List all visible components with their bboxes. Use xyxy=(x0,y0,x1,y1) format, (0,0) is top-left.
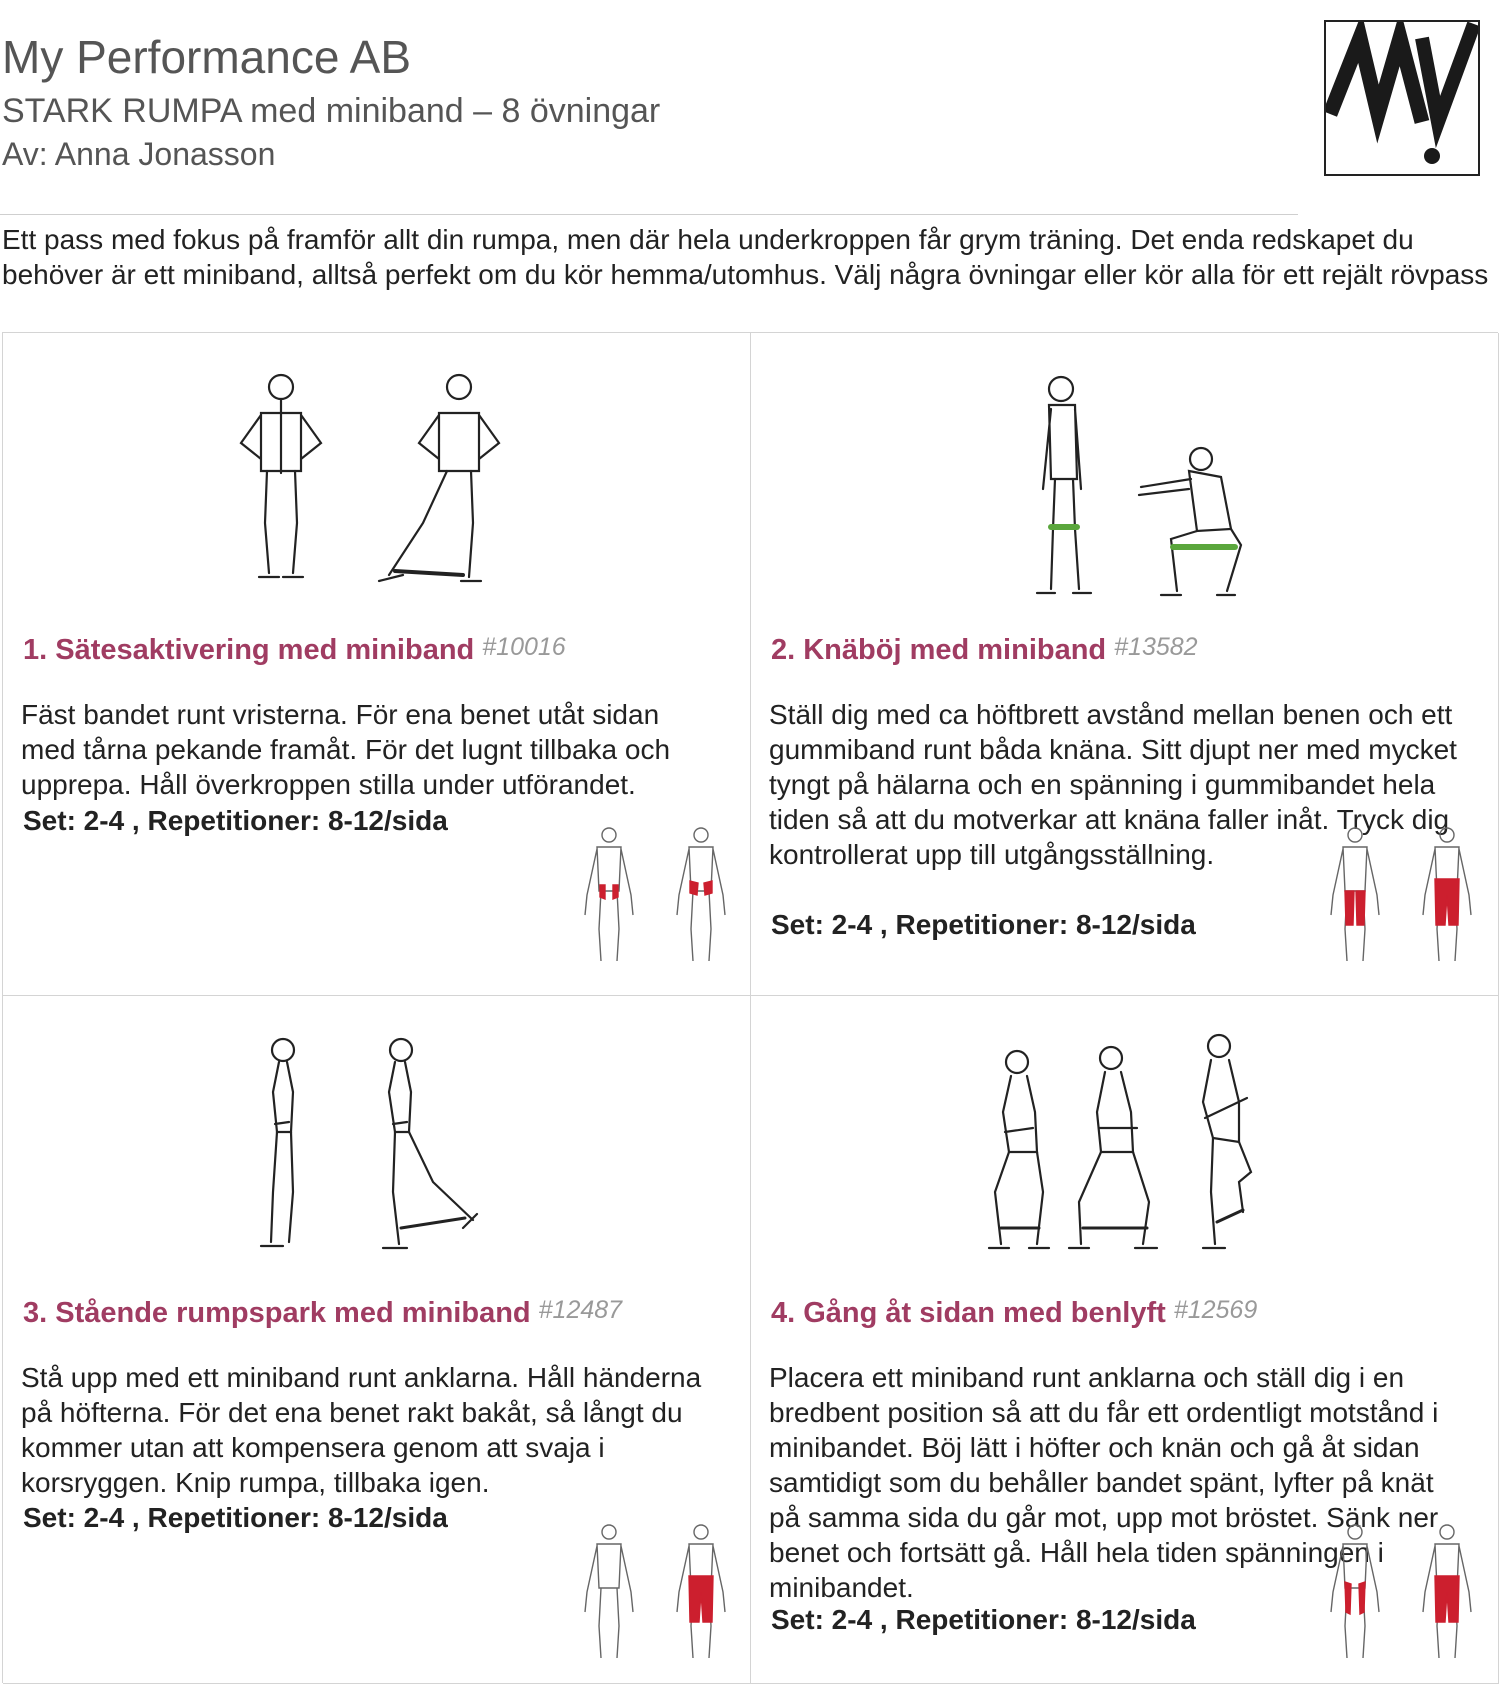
exercise-illustration xyxy=(233,363,533,603)
exercise-illustration xyxy=(243,1032,503,1262)
exercise-title-1 xyxy=(23,633,566,667)
exercise-card-3 xyxy=(3,996,751,1684)
exercise-illustration xyxy=(981,1032,1281,1262)
author: Av: Anna Jonasson xyxy=(2,136,276,172)
exercise-sets: Set: 2-4 , Repetitioner: 8-12/sida xyxy=(23,805,448,836)
exercise-description: Fäst bandet runt vristerna. För ena benet utåt sidan med tårna pekande framåt. För det lugnt tillbaka och upprepa. Håll överkroppen stilla under utförandet. xyxy=(21,699,671,800)
muscle-map-icon xyxy=(573,1522,743,1666)
exercise-title-3 xyxy=(23,1296,622,1330)
exercise-illustration xyxy=(1021,369,1281,609)
workout-title: STARK RUMPA med miniband – 8 övningar xyxy=(2,92,661,130)
muscle-map-icon xyxy=(573,825,743,969)
exercise-description: Stå upp med ett miniband runt anklarna. Håll händerna på höfterna. För det ena benet rakt bakåt, så långt du kommer utan att kompensera genom att svaja i korsryggen. Knip rumpa, tillbaka igen. xyxy=(21,1362,702,1498)
exercise-id: #12569 xyxy=(1173,1296,1258,1324)
exercise-name: 1. Sätesaktivering med miniband xyxy=(23,634,475,666)
muscle-map-icon xyxy=(1319,1522,1489,1666)
exercise-title-4 xyxy=(771,1296,1257,1330)
exercise-sets: Set: 2-4 , Repetitioner: 8-12/sida xyxy=(771,1604,1196,1635)
company-name: My Performance AB xyxy=(2,31,412,83)
exercise-title-2 xyxy=(771,633,1198,667)
header-divider xyxy=(0,214,1298,215)
intro-text: Ett pass med fokus på framför allt din rumpa, men där hela underkroppen får grym träning. Det enda redskapet du behöver är ett miniband, alltså perfekt om du kör hemma/utomhus. Välj några övningar eller kör alla för ett rejält rövpass xyxy=(2,224,1489,290)
company-logo xyxy=(1324,20,1480,176)
exercise-card-4 xyxy=(751,996,1499,1684)
muscle-map-icon xyxy=(1319,825,1489,969)
exercise-description: Ställ dig med ca höftbrett avstånd mellan benen och ett gummiband runt båda knäna. Sitt djupt ner med mycket tyngt på hälarna och en spänning i gummibandet hela tiden så att du motverkar att knäna faller inåt. Tryck dig kontrollerat upp till utgångsställning. xyxy=(769,699,1457,870)
exercise-name: 4. Gång åt sidan med benlyft xyxy=(771,1297,1166,1329)
exercise-card-1 xyxy=(3,333,751,996)
exercise-name: 2. Knäböj med miniband xyxy=(771,634,1107,666)
exercise-id: #12487 xyxy=(538,1296,623,1324)
exercise-id: #13582 xyxy=(1114,633,1198,661)
exercise-sets: Set: 2-4 , Repetitioner: 8-12/sida xyxy=(771,909,1196,940)
exercise-description: Placera ett miniband runt anklarna och ställ dig i en bredbent position så att du får ett ordentligt motstånd i minibandet. Böj lätt i höfter och knän och gå åt sidan samtidigt som du behåller bandet spänt, lyfter på knät på samma sida du går mot, upp mot bröstet. Sänk ner benet och fortsätt gå. Håll hela tiden spänningen i minibandet. xyxy=(769,1362,1439,1603)
exercise-id: #10016 xyxy=(482,633,566,661)
exercise-card-2 xyxy=(751,333,1499,996)
exercise-sets: Set: 2-4 , Repetitioner: 8-12/sida xyxy=(23,1502,448,1533)
exercise-name: 3. Stående rumpspark med miniband xyxy=(23,1297,531,1329)
exercise-grid xyxy=(2,332,1498,1683)
